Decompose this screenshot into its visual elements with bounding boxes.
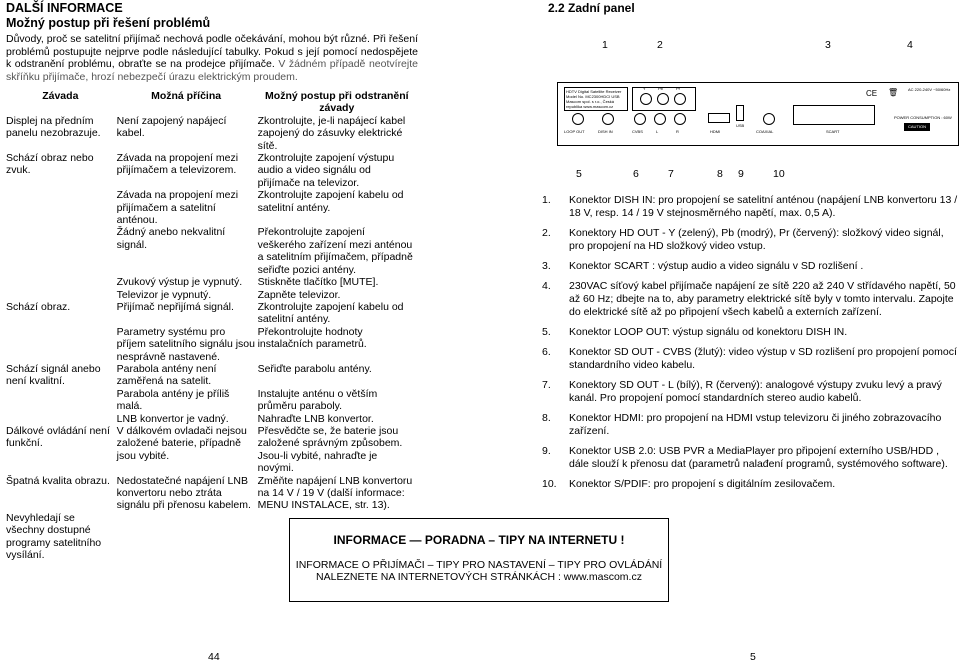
fault-cell [4,226,115,276]
model-label-text2: Mascom spol. s r.o., Česká republika www.mascom.cz [566,99,615,109]
header-solution: Možný postup při odstranění závady [265,90,409,115]
table-row [4,388,416,413]
connector-list-item [542,379,960,405]
list-item-text: Konektor SCART : výstup audio a video signálu v SD rozlišení . [569,260,864,272]
intro-warning: V žádném případě neotvírejte skříňku přijímače, hrozí nebezpečí úrazu elektrickým proudem. [6,58,418,83]
list-item-text: Konektory HD OUT - Y (zelený), Pb (modrý), Pr (červený): složkový video signál, pro propojení na HD složkový video vstup. [569,227,944,252]
list-item-number: 6. [542,346,551,358]
bin-icon: 🗑 [888,88,899,97]
model-label [564,87,628,111]
solution-cell: Zkontrolujte zapojení kabelu od satelitní antény. [257,189,404,214]
dish-in-connector-icon [602,113,614,125]
header-cause: Možná příčina [151,90,222,102]
pb-connector-icon [657,93,669,105]
solution-cell: Překontrolujte hodnoty instalačních parametrů. [257,325,367,351]
l-connector-icon [654,113,666,125]
loop-out-connector-icon [572,113,584,125]
callout-4: 4 [907,39,913,51]
cause-cell: Parametry systému pro příjem satelitního signálu jsou nesprávně nastavené. [116,325,255,363]
connector-list [542,194,960,498]
solution-cell: Zkontrolujte zapojení kabelu od satelitní antény. [257,300,404,326]
label-pr: Pr [676,86,680,91]
internet-info-box [289,518,669,602]
info-box-title: INFORMACE — PORADNA – TIPY NA INTERNETU ! [333,533,625,547]
model-label-text: HDTV Digital Satellite Receiver Model No. MC2300HDCI USB [566,89,622,99]
connector-list-item [542,260,960,273]
label-pb: Pb [658,86,663,91]
usb-connector-icon [736,105,744,121]
callout-1: 1 [602,39,608,51]
scart-connector-icon [793,105,875,125]
callout-10: 10 [773,168,785,180]
solution-cell: Zkontrolujte, je-li napájecí kabel zapojený do zásuvky elektrické sítě. [257,114,406,152]
cause-cell: Není zapojený napájecí kabel. [116,114,227,140]
table-row [4,226,416,276]
table-row [4,363,416,388]
solution-cell: Přesvědčte se, že baterie jsou založené správným způsobem. Jsou-li vybité, nahraďte je novými. [257,424,403,475]
connector-list-item [542,346,960,372]
list-item-number: 9. [542,445,551,457]
fault-cell: Displej na předním panelu nezobrazuje. [6,114,101,140]
fault-cell [4,326,115,363]
rear-panel-drawing [557,82,959,146]
power-consumption: POWER CONSUMPTION : 60W [894,115,952,120]
y-connector-icon [640,93,652,105]
list-item-number: 3. [542,260,551,272]
list-item-number: 8. [542,412,551,424]
port-scart: SCART [826,129,840,134]
pr-connector-icon [674,93,686,105]
port-cvbs: CVBS [632,129,643,134]
solution-cell: Instalujte anténu o větším průměru paraboly. [257,387,378,413]
ac-rating: AC 220-240V ~50/60Hz [908,87,951,92]
list-item-text: Konektor S/PDIF: pro propojení s digitálním zesilovačem. [569,478,836,490]
list-item-text: Konektory SD OUT - L (bílý), R (červený): analogové výstupy zvuku levý a pravý kanál. Pro propojení pomocí standardních stereo audio kabelů. [569,379,942,404]
table-row [4,413,416,425]
table-row [4,152,416,189]
fault-cell [4,413,115,425]
connector-list-item [542,412,960,438]
callout-9: 9 [738,168,744,180]
cause-cell: Žádný anebo nekvalitní signál. [116,226,226,251]
callout-5: 5 [576,168,582,180]
list-item-number: 1. [542,194,551,206]
connector-list-item [542,280,960,319]
callout-7: 7 [668,168,674,180]
list-item-number: 10. [542,478,557,490]
solution-cell: Zkontrolujte zapojení výstupu audio a video signálu od přijímače na televizor. [257,152,395,189]
cause-cell: Parabola antény není zaměřená na satelit. [116,362,217,388]
connector-list-item [542,445,960,471]
list-item-text: 230VAC síťový kabel přijímače napájení ze sítě 220 až 240 V střídavého napětí, 50 až 60 Hz; dbejte na to, aby parametry elektrické sítě byly v tomto intervalu. Zapojte do elektrické sítě až po připojení všech kabelů a externích zařízení. [569,280,956,318]
fault-cell: Schází obraz. [6,300,71,313]
solution-cell: Překontrolujte zapojení veškerého zařízení mezi anténou a satelitním přijímačem, případně seřiďte pozici antény. [257,226,413,276]
fault-cell: Schází signál anebo není kvalitní. [6,362,101,388]
solution-cell: Stiskněte tlačítko [MUTE]. [257,276,379,289]
header-fault: Závada [42,90,79,102]
ce-mark: CE [866,89,878,98]
port-usb: USB [736,123,745,128]
solution-cell: Nahraďte LNB konvertor. [257,412,374,425]
cause-cell: Přijímač nepřijímá signál. [116,300,234,313]
list-item-text: Konektor SD OUT - CVBS (žlutý): video výstup v SD rozlišení pro propojení pomocí standardního video kabelu. [569,346,957,371]
hdmi-connector-icon [708,113,730,123]
list-item-text: Konektor LOOP OUT: výstup signálu od konektoru DISH IN. [569,326,848,338]
panel-heading: 2.2 Zadní panel [548,1,635,15]
table-row [4,189,416,226]
port-r: R [676,129,679,134]
cause-cell [115,512,256,562]
fault-cell: Nevyhledají se všechny dostupné programy satelitního vysílání. [6,511,102,562]
callout-2: 2 [657,39,663,51]
port-loop-out: LOOP OUT [564,129,585,134]
section-subheading: Možný postup při řešení problémů [6,16,211,30]
info-box-line1: INFORMACE O PŘIJÍMAČI – TIPY PRO NASTAVENÍ – TIPY PRO OVLÁDÁNÍ [295,559,663,571]
table-row [4,276,416,288]
port-dish-in: DISH IN [598,129,613,134]
intro-text: Důvody, proč se satelitní přijímač nechová podle očekávání, mohou být různé. Při řešení problémů postupujte nejprve podle následující tabulky. Pokud s její pomocí nedospějete k odstranění problému, obraťte se na prodejce přijímače. [6,33,418,71]
cause-cell: Zvukový výstup je vypnutý. [116,276,243,289]
table-row [4,301,416,326]
info-box-line2: NALEZNETE NA INTERNETOVÝCH STRÁNKÁCH : www.mascom.cz [316,571,642,583]
connector-list-item [542,194,960,220]
list-item-number: 2. [542,227,551,239]
list-item-text: Konektor HDMI: pro propojení na HDMI vstup televizoru či jiného zobrazovacího zařízení. [569,412,942,437]
port-hdmi: HDMI [710,129,721,134]
r-connector-icon [674,113,686,125]
solution-cell: Zapněte televizor. [257,288,341,301]
cause-cell: Závada na propojení mezi přijímačem a satelitní anténou. [116,189,239,227]
cvbs-connector-icon [634,113,646,125]
fault-cell [4,276,115,288]
caution-label: CAUTION [904,123,930,131]
fault-cell: Dálkové ovládání není funkční. [6,424,110,450]
intro-paragraph [6,33,418,83]
fault-cell [4,289,115,301]
callout-8: 8 [717,168,723,180]
solution-cell: Seřiďte parabolu antény. [257,362,372,375]
cause-cell: Televizor je vypnutý. [116,288,212,301]
label-y: Y [643,86,646,91]
solution-cell: Změňte napájení LNB konvertoru na 14 V / 19 V (další informace: MENU INSTALACE, str. 13). [257,474,413,512]
list-item-number: 7. [542,379,551,391]
list-item-number: 5. [542,326,551,338]
list-item-text: Konektor USB 2.0: USB PVR a MediaPlayer pro připojení externího USB/HDD , dále slouží k přenosu dat (parametrů nalađení programů, systémového software). [569,445,948,470]
fault-cell: Schází obraz nebo zvuk. [6,152,94,177]
fault-cell: Špatná kvalita obrazu. [6,474,110,487]
cause-cell: LNB konvertor je vadný. [116,412,229,425]
cause-cell: Parabola antény je příliš malá. [116,387,230,413]
table-row [4,326,416,363]
port-l: L [656,129,659,134]
table-row [4,289,416,301]
callout-3: 3 [825,39,831,51]
cause-cell: V dálkovém ovladači nejsou založené baterie, případně jsou vybité. [116,424,247,462]
list-item-text: Konektor DISH IN: pro propojení se satelitní anténou (napájení LNB konvertoru 13 / 18 V, resp. 14 / 19 V stejnosměrného napětí, max. 0,5 A). [569,194,958,219]
list-item-number: 4. [542,280,551,292]
callout-6: 6 [633,168,639,180]
coaxial-connector-icon [763,113,775,125]
page-number-left: 44 [208,651,220,663]
table-row [4,115,416,152]
table-row [4,425,416,475]
cause-cell: Závada na propojení mezi přijímačem a televizorem. [116,152,239,177]
connector-list-item [542,227,960,253]
connector-list-item [542,478,960,491]
troubleshooting-table [4,90,416,561]
page-number-right: 5 [750,651,756,663]
fault-cell [4,388,115,413]
section-heading: DALŠÍ INFORMACE [6,1,123,15]
port-coaxial: COAXIAL [756,129,774,134]
table-row [4,475,416,512]
connector-list-item [542,326,960,339]
cause-cell: Nedostatečné napájení LNB konvertoru nebo ztráta signálu při přenosu kabelem. [116,474,251,512]
fault-cell [4,189,115,226]
